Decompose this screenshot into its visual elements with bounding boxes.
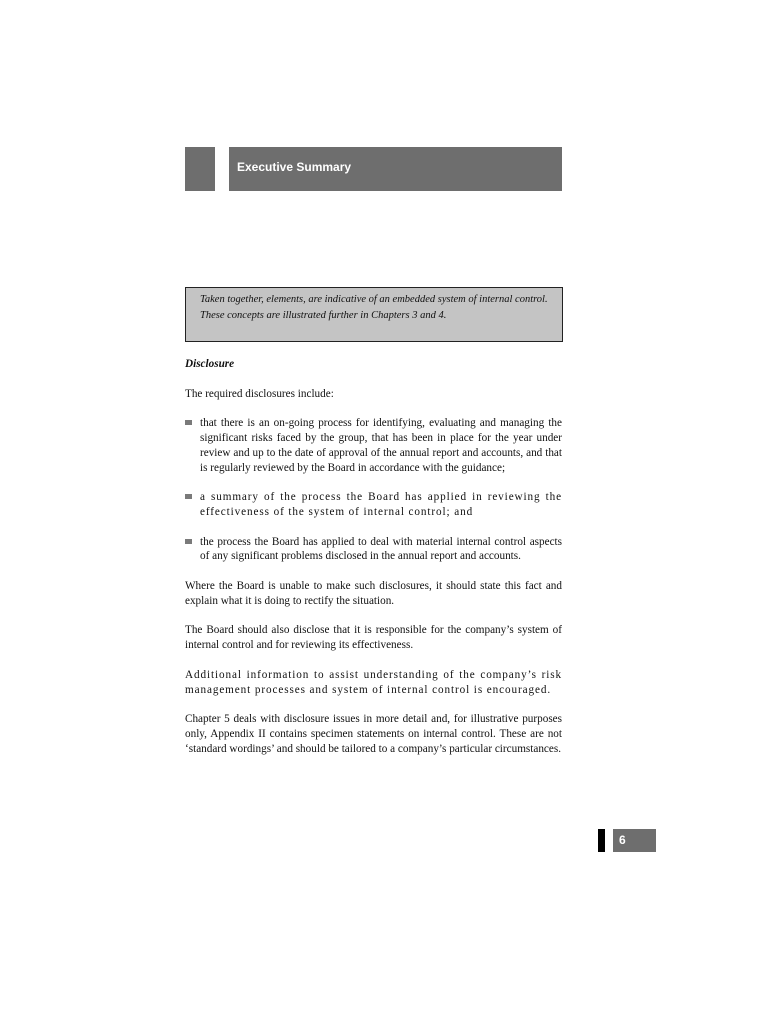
list-item-text: a summary of the process the Board has applied in reviewing the effectiveness of the system of internal control; and <box>200 491 562 518</box>
body-paragraph: Where the Board is unable to make such disclosures, it should state this fact and explain what it is doing to rectify the situation. <box>185 580 562 607</box>
page-number-accent <box>598 829 605 852</box>
header-accent-block <box>185 147 215 191</box>
body-paragraph: The Board should also disclose that it is responsible for the company’s system of internal control and for reviewing its effectiveness. <box>185 624 562 652</box>
section-heading: Disclosure <box>185 358 235 370</box>
square-bullet-icon <box>185 494 192 499</box>
section-header-title: Executive Summary <box>237 160 352 174</box>
list-item-text: that there is an on-going process for identifying, evaluating and managing the significant risks faced by the group, that has been in place for the year under review and up to the date of approval of the annual report and accounts, and that is regularly reviewed by the Board in accordance with the guidance; <box>200 417 562 474</box>
disclosure-list <box>185 416 562 564</box>
callout-text: Taken together, elements, are indicative of an embedded system of internal control. These concepts are illustrated further in Chapters 3 and 4. <box>200 294 548 321</box>
square-bullet-icon <box>185 420 192 425</box>
body-paragraph: Additional information to assist understanding of the company’s risk management processes and system of internal control is encouraged. <box>185 668 562 696</box>
body-paragraph: Chapter 5 deals with disclosure issues in more detail and, for illustrative purposes only, Appendix II contains specimen statements on internal control. These are not ‘standard wordings’ and should be tailored to a company’s particular circumstances. <box>185 713 562 755</box>
list-item <box>185 490 562 519</box>
intro-paragraph: The required disclosures include: <box>185 387 334 400</box>
main-content <box>185 357 562 756</box>
square-bullet-icon <box>185 539 192 544</box>
list-item <box>185 416 562 475</box>
page-number-text: 6 <box>619 833 626 847</box>
callout-box <box>185 287 563 342</box>
section-header <box>229 147 562 191</box>
list-item <box>185 535 562 564</box>
page-number <box>613 829 656 852</box>
list-item-text: the process the Board has applied to deal with material internal control aspects of any significant problems disclosed in the annual report and accounts. <box>200 535 562 563</box>
